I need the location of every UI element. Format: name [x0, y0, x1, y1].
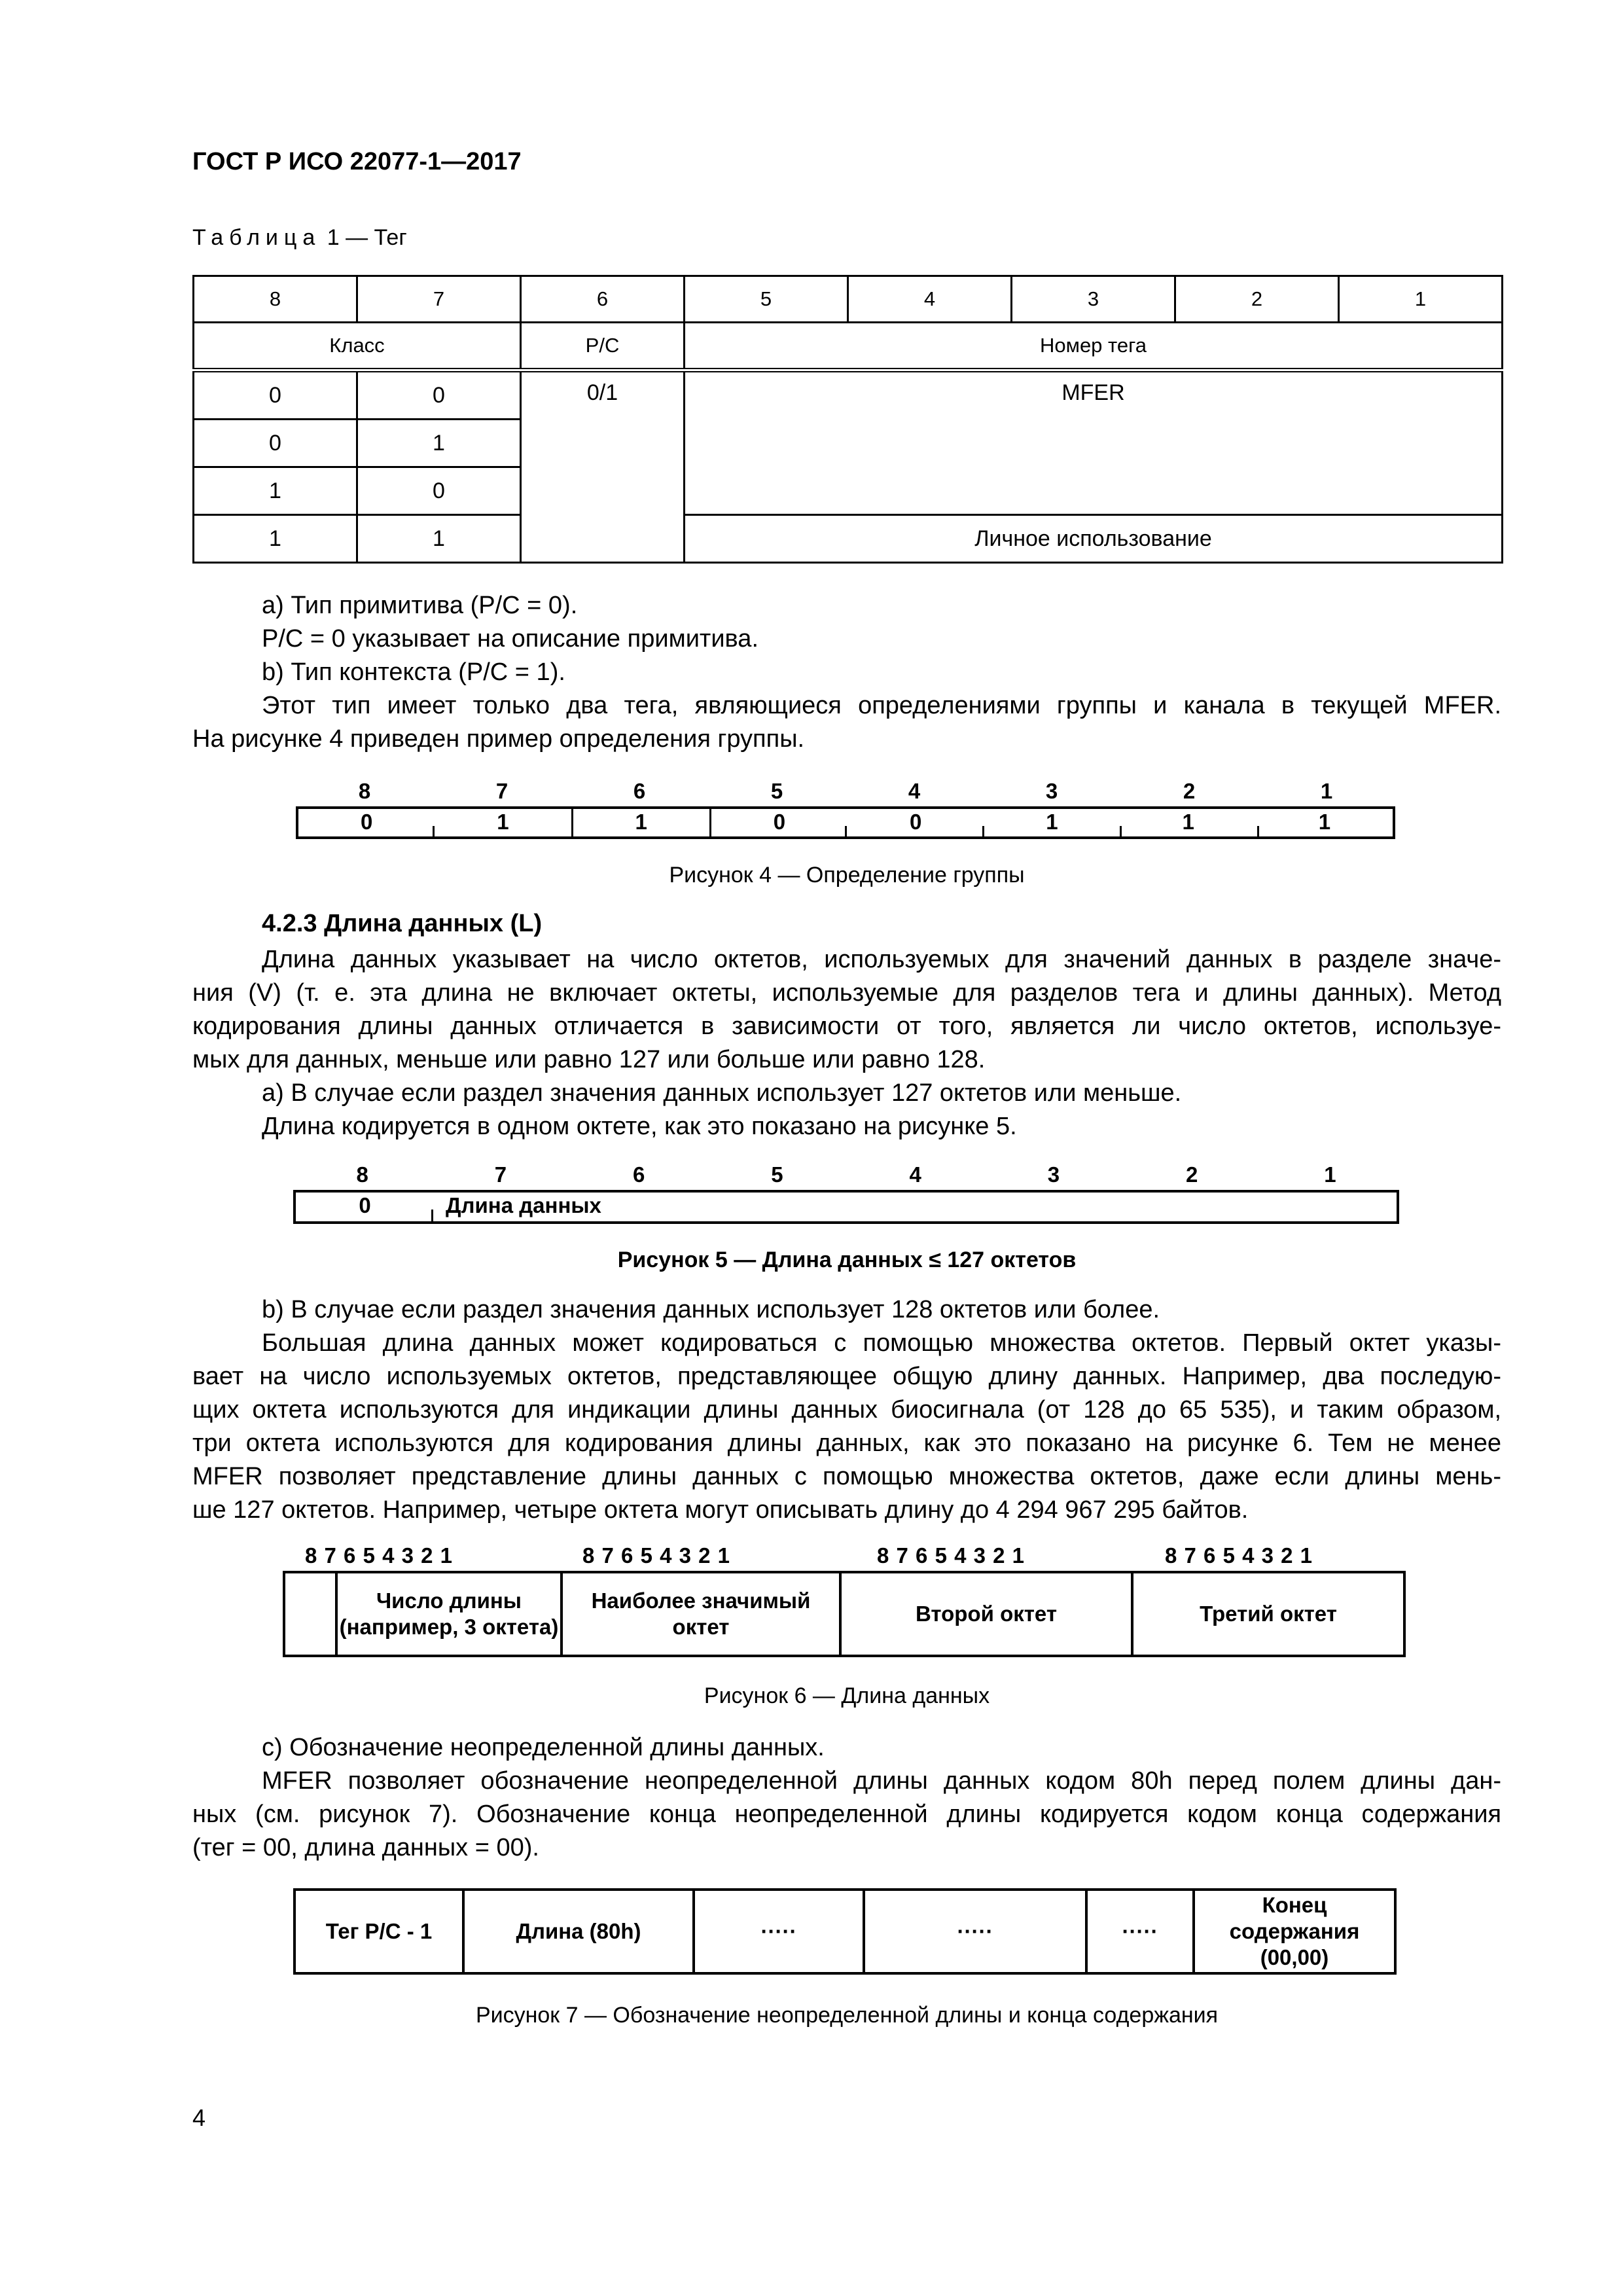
figure5-caption: Рисунок 5 — Длина данных ≤ 127 октетов — [617, 1247, 1077, 1272]
bit-number: 4 — [908, 779, 921, 803]
bit-value: 0 — [909, 810, 922, 834]
bit-divider-tick — [845, 826, 847, 839]
bit-number: 2 — [1185, 1162, 1198, 1187]
text-line: кодирования длины данных отличается в зависимости от того, является ли число октетов, используе- — [192, 1013, 1501, 1040]
bit-number: 5 — [771, 1162, 783, 1187]
bit-value: 0 — [360, 810, 373, 834]
figure4-bit-numbers — [296, 779, 1395, 804]
table-row — [194, 370, 1503, 420]
bit-value: 1 — [571, 809, 709, 836]
text-line: b) Тип контекста (P/C = 1). — [262, 658, 565, 686]
figure6-bit-group: 8 7 6 5 4 3 2 1 — [1165, 1543, 1313, 1568]
text-line: Длина данных указывает на число октетов, используемых для значений данных в разделе значе- — [262, 946, 1501, 973]
text-line: мых для данных, меньше или равно 127 или больше или равно 128. — [192, 1046, 986, 1073]
text-line: три октета используются для кодирования длины данных, как это показано на рисунке 6. Тем не менее — [192, 1429, 1501, 1457]
class-label: Класс — [194, 323, 521, 370]
bit-number: 2 — [1183, 779, 1196, 803]
figure7-end-of-contents-cell: Конец содержания (00,00) — [1192, 1888, 1397, 1975]
bit-number: 4 — [909, 1162, 921, 1187]
class-bit7: 0 — [357, 370, 521, 420]
bit-number: 5 — [770, 779, 783, 803]
bit-number: 7 — [494, 1162, 507, 1187]
bit-cell: 7 — [357, 276, 521, 323]
tag-number-label: Номер тега — [685, 323, 1503, 370]
table-caption-rest: 1 — Тег — [321, 225, 407, 250]
figure7-caption: Рисунок 7 — Обозначение неопределенной длины и конца содержания — [475, 2003, 1219, 2028]
figure7-ellipsis-cell: ····· — [692, 1888, 865, 1975]
text-line: Большая длина данных может кодироваться с помощью множества октетов. Первый октет указы- — [262, 1329, 1501, 1357]
figure7-ellipsis-cell: ····· — [1085, 1888, 1195, 1975]
tag-table — [192, 275, 1503, 564]
figure6-second-octet-cell: Второй октет — [839, 1571, 1133, 1657]
pc-label: P/C — [521, 323, 685, 370]
bit-divider-tick — [431, 1210, 433, 1224]
document-header: ГОСТ Р ИСО 22077-1—2017 — [192, 148, 522, 175]
class-bit7: 1 — [357, 515, 521, 563]
label-row — [194, 323, 1503, 370]
page-number: 4 — [192, 2104, 206, 2131]
bit-number: 1 — [1320, 779, 1333, 803]
bit-cell: 5 — [685, 276, 848, 323]
class-bit8: 0 — [194, 370, 357, 420]
bit-value: 1 — [1318, 810, 1331, 834]
bit-number: 7 — [495, 779, 508, 803]
first-bit-value: 0 — [359, 1193, 371, 1217]
text-line: щих октета используются для индикации длины данных биосигнала (от 128 до 65 535), и таким образом, — [192, 1396, 1501, 1424]
bit-cell: 4 — [848, 276, 1012, 323]
text-line: Этот тип имеет только два тега, являющиеся определениями группы и канала в текущей MFER. — [262, 692, 1501, 719]
figure7-ellipsis-cell: ····· — [863, 1888, 1088, 1975]
figure6-length-count-cell: Число длины (например, 3 октета) — [335, 1571, 563, 1657]
figure6-third-octet-cell: Третий октет — [1131, 1571, 1406, 1657]
table-caption-prefix: Таблица — [192, 225, 321, 250]
bit-cell: 6 — [521, 276, 685, 323]
bit-value: 0 — [709, 809, 847, 836]
class-bit7: 1 — [357, 420, 521, 467]
bit-cell: 1 — [1339, 276, 1503, 323]
section-heading: 4.2.3 Длина данных (L) — [262, 910, 543, 937]
bit-number: 6 — [633, 779, 646, 803]
bit-divider-tick — [1257, 826, 1259, 839]
class-bit8: 1 — [194, 467, 357, 515]
figure6-caption: Рисунок 6 — Длина данных — [704, 1683, 990, 1708]
text-line: (тег = 00, длина данных = 00). — [192, 1834, 539, 1861]
bit-number: 3 — [1045, 779, 1058, 803]
bit-number: 8 — [356, 1162, 368, 1187]
bit-number: 8 — [358, 779, 371, 803]
figure6-bit-group: 8 7 6 5 4 3 2 1 — [305, 1543, 454, 1568]
figure5-bit-numbers — [293, 1162, 1399, 1187]
mfer-cell: MFER — [685, 370, 1503, 515]
figure6-flag-cell — [283, 1571, 338, 1657]
bit-number: 3 — [1047, 1162, 1060, 1187]
class-bit8: 0 — [194, 420, 357, 467]
text-line: Длина кодируется в одном октете, как это показано на рисунке 5. — [262, 1113, 1017, 1140]
bit-divider-tick — [433, 826, 435, 839]
bit-cell: 8 — [194, 276, 357, 323]
text-line: c) Обозначение неопределенной длины данных. — [262, 1734, 825, 1761]
figure6-msb-cell: Наиболее значимый октет — [560, 1571, 842, 1657]
text-line: P/C = 0 указывает на описание примитива. — [262, 625, 758, 653]
bit-value: 1 — [1046, 810, 1058, 834]
figure6-bit-group: 8 7 6 5 4 3 2 1 — [582, 1543, 731, 1568]
private-use-cell: Личное использование — [685, 515, 1503, 563]
text-line: На рисунке 4 приведен пример определения группы. — [192, 725, 805, 753]
text-line: ния (V) (т. е. эта длина не включает октеты, используемые для разделов тега и длины данных). Метод — [192, 979, 1501, 1007]
figure7-tag-cell: Тег P/C - 1 — [293, 1888, 465, 1975]
bit-number: 6 — [632, 1162, 645, 1187]
table-row — [194, 515, 1503, 563]
text-line: ных (см. рисунок 7). Обозначение конца неопределенной длины кодируется кодом конца содержания — [192, 1801, 1501, 1828]
text-line: b) В случае если раздел значения данных использует 128 октетов или более. — [262, 1296, 1160, 1323]
class-bit7: 0 — [357, 467, 521, 515]
table-caption — [192, 225, 407, 251]
text-line: а) В случае если раздел значения данных использует 127 октетов или меньше. — [262, 1079, 1182, 1107]
bit-header-row — [194, 276, 1503, 323]
figure6-bit-group: 8 7 6 5 4 3 2 1 — [877, 1543, 1026, 1568]
bit-number: 1 — [1324, 1162, 1336, 1187]
text-line: MFER позволяет обозначение неопределенной длины данных кодом 80h перед полем длины дан- — [262, 1767, 1501, 1795]
bit-cell: 2 — [1175, 276, 1339, 323]
bit-divider-tick — [982, 826, 984, 839]
bit-divider-tick — [1120, 826, 1122, 839]
figure7-length-cell: Длина (80h) — [462, 1888, 695, 1975]
text-line: вает на число используемых октетов, представляющее общую длину данных. Например, два последую- — [192, 1363, 1501, 1390]
text-line: MFER позволяет представление длины данных с помощью множества октетов, даже если длины мень- — [192, 1463, 1501, 1490]
text-line: а) Тип примитива (P/C = 0). — [262, 592, 578, 619]
pc-value: 0/1 — [521, 370, 685, 563]
figure4-caption: Рисунок 4 — Определение группы — [669, 863, 1025, 888]
bit-cell: 3 — [1012, 276, 1175, 323]
figure5-strip — [293, 1190, 1399, 1224]
bit-value: 1 — [497, 810, 509, 834]
class-bit8: 1 — [194, 515, 357, 563]
bit-value: 1 — [1182, 810, 1194, 834]
length-field: Длина данных — [446, 1193, 601, 1217]
text-line: ше 127 октетов. Например, четыре октета могут описывать длину до 4 294 967 295 байтов. — [192, 1496, 1249, 1524]
